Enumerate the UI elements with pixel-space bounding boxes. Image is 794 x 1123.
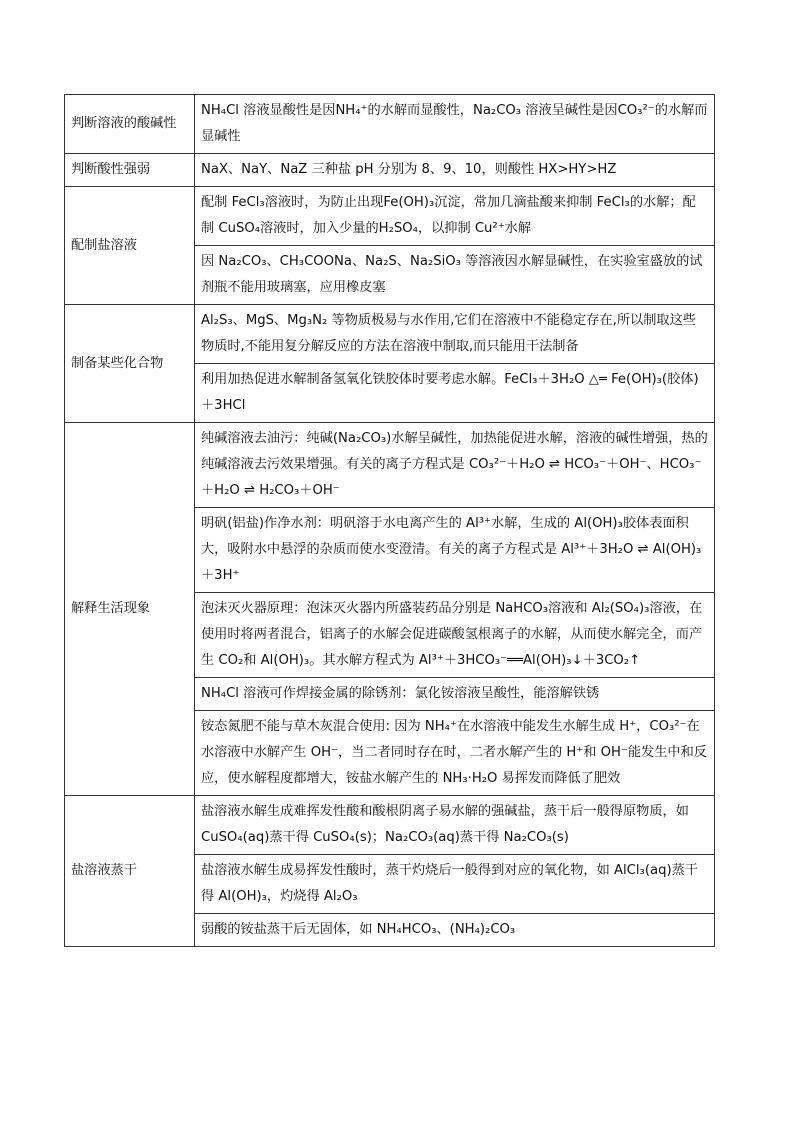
row-content: 纯碱溶液去油污：纯碱(Na₂CO₃)水解呈碱性，加热能促进水解，溶液的碱性增强，热的纯碱溶液去污效果增强。有关的离子方程式是 CO₃²⁻＋H₂O ⇌ HCO₃⁻＋OH⁻、HCO₃⁻＋H₂O ⇌ H₂CO₃＋OH⁻ <box>195 423 715 508</box>
table-row <box>65 154 715 187</box>
row-content: NH₄Cl 溶液可作焊接金属的除锈剂：氯化铵溶液呈酸性，能溶解铁锈 <box>195 678 715 711</box>
row-label: 判断酸性强弱 <box>65 154 195 187</box>
row-content: 盐溶液水解生成难挥发性酸和酸根阴离子易水解的强碱盐，蒸干后一般得原物质，如 CuSO₄(aq)蒸干得 CuSO₄(s)；Na₂CO₃(aq)蒸干得 Na₂CO₃(s) <box>195 796 715 855</box>
table-row <box>65 187 715 246</box>
row-content: NaX、NaY、NaZ 三种盐 pH 分别为 8、9、10，则酸性 HX>HY>HZ <box>195 154 715 187</box>
row-content: 利用加热促进水解制备氢氧化铁胶体时要考虑水解。FeCl₃＋3H₂O △═ Fe(OH)₃(胶体)＋3HCl <box>195 364 715 423</box>
row-content: 明矾(铝盐)作净水剂：明矾溶于水电离产生的 Al³⁺水解，生成的 Al(OH)₃胶体表面积大，吸附水中悬浮的杂质而使水变澄清。有关的离子方程式是 Al³⁺＋3H₂O ⇌ Al(OH)₃＋3H⁺ <box>195 508 715 593</box>
table-row <box>65 95 715 154</box>
row-content: 弱酸的铵盐蒸干后无固体，如 NH₄HCO₃、(NH₄)₂CO₃ <box>195 914 715 947</box>
row-content: 因 Na₂CO₃、CH₃COONa、Na₂S、Na₂SiO₃ 等溶液因水解显碱性，在实验室盛放的试剂瓶不能用玻璃塞，应用橡皮塞 <box>195 246 715 305</box>
row-content: NH₄Cl 溶液显酸性是因NH₄⁺的水解而显酸性，Na₂CO₃ 溶液呈碱性是因CO₃²⁻的水解而显碱性 <box>195 95 715 154</box>
row-content: 泡沫灭火器原理：泡沫灭火器内所盛装药品分别是 NaHCO₃溶液和 Al₂(SO₄)₃溶液，在使用时将两者混合，铝离子的水解会促进碳酸氢根离子的水解，从而使水解完全，而产生 CO₂和 Al(OH)₃。其水解方程式为 Al³⁺＋3HCO₃⁻══Al(OH)₃↓＋3CO₂↑ <box>195 593 715 678</box>
row-label: 盐溶液蒸干 <box>65 796 195 947</box>
hydrolysis-applications-table <box>64 94 715 947</box>
table-row <box>65 305 715 364</box>
row-content: 配制 FeCl₃溶液时，为防止出现Fe(OH)₃沉淀，常加几滴盐酸来抑制 FeCl₃的水解；配制 CuSO₄溶液时，加入少量的H₂SO₄，以抑制 Cu²⁺水解 <box>195 187 715 246</box>
row-label: 制备某些化合物 <box>65 305 195 423</box>
row-label: 解释生活现象 <box>65 423 195 796</box>
table-row <box>65 423 715 508</box>
row-content: Al₂S₃、MgS、Mg₃N₂ 等物质极易与水作用,它们在溶液中不能稳定存在,所以制取这些物质时,不能用复分解反应的方法在溶液中制取,而只能用干法制备 <box>195 305 715 364</box>
row-content: 铵态氮肥不能与草木灰混合使用: 因为 NH₄⁺在水溶液中能发生水解生成 H⁺，CO₃²⁻在水溶液中水解产生 OH⁻，当二者同时存在时，二者水解产生的 H⁺和 OH⁻能发生中和反应，使水解程度都增大，铵盐水解产生的 NH₃·H₂O 易挥发而降低了肥效 <box>195 711 715 796</box>
row-content: 盐溶液水解生成易挥发性酸时，蒸干灼烧后一般得到对应的氧化物，如 AlCl₃(aq)蒸干得 Al(OH)₃，灼烧得 Al₂O₃ <box>195 855 715 914</box>
row-label: 配制盐溶液 <box>65 187 195 305</box>
table-row <box>65 796 715 855</box>
row-label: 判断溶液的酸碱性 <box>65 95 195 154</box>
